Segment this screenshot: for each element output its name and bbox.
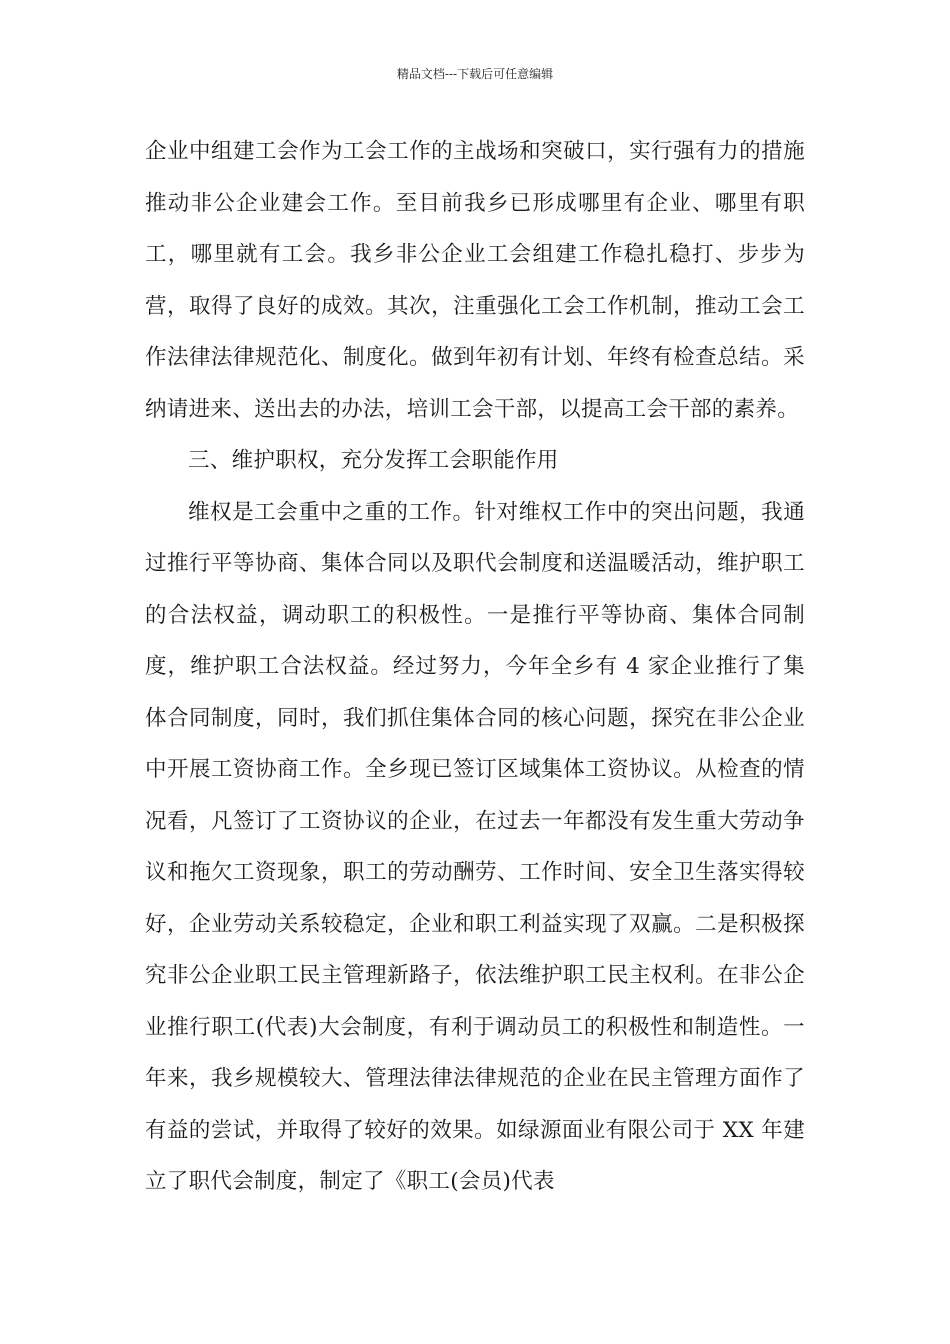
paragraph-rights-protection: 维权是工会重中之重的工作。针对维权工作中的突出问题，我通过推行平等协商、集体合同以及职代会制度和送温暖活动，维护职工的合法权益，调动职工的积极性。一是推行平等协商、集体合同制度，维护职工合法权益。经过努力，今年全乡有 4 家企业推行了集体合同制度，同时，我们抓住集体合同的核心问题，探究在非公企业中开展工资协商工作。全乡现已签订区域集体工资协议。从检查的情况看，凡签订了工资协议的企业，在过去一年都没有发生重大劳动争议和拖欠工资现象，职工的劳动酬劳、工作时间、安全卫生落实得较好，企业劳动关系较稳定，企业和职工利益实现了双赢。二是积极探究非公企业职工民主管理新路子，依法维护职工民主权利。在非公企业推行职工(代表)大会制度，有利于调动员工的积极性和制造性。一年来，我乡规模较大、管理法律法律规范的企业在民主管理方面作了有益的尝试，并取得了较好的效果。如绿源面业有限公司于 XX 年建立了职代会制度，制定了《职工(会员)代表 <box>145 499 805 1194</box>
section-heading: 三、维护职权，充分发挥工会职能作用 <box>188 448 559 473</box>
paragraph-continuation: 企业中组建工会作为工会工作的主战场和突破口，实行强有力的措施推动非公企业建会工作。至目前我乡已形成哪里有企业、哪里有职工，哪里就有工会。我乡非公企业工会组建工作稳扎稳打、步步为营，取得了良好的成效。其次，注重强化工会工作机制，推动工会工作法律法律规范化、制度化。做到年初有计划、年终有检查总结。采纳请进来、送出去的办法，培训工会干部，以提高工会干部的素养。 <box>145 139 805 422</box>
page-header: 精品文档---下载后可任意编辑 <box>396 67 554 81</box>
document-body <box>145 126 805 1208</box>
